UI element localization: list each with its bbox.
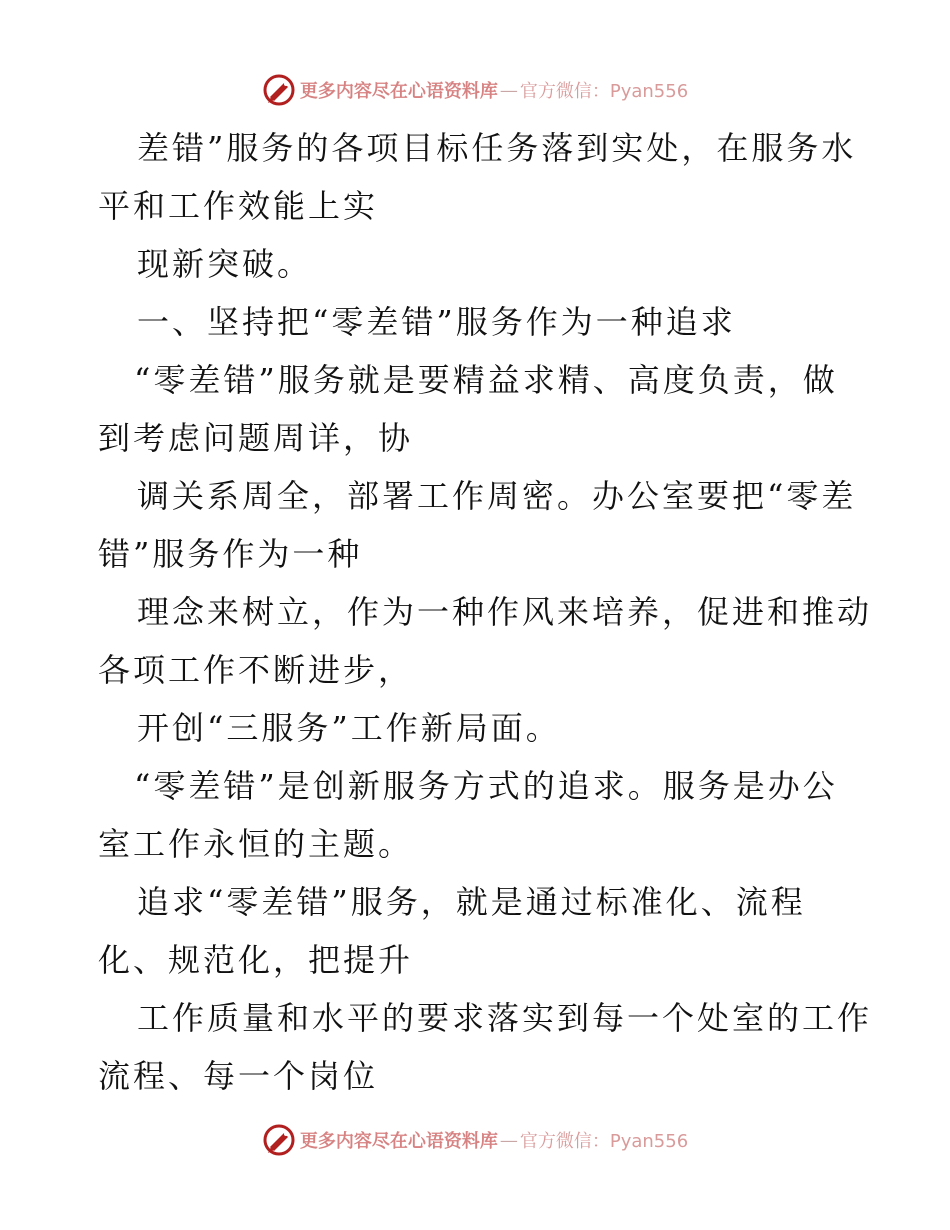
pen-logo-icon bbox=[262, 1123, 296, 1157]
body-line: 理念来树立，作为一种作风来培养，促进和推动 bbox=[137, 593, 873, 631]
body-line: 追求“零差错”服务，就是通过标准化、流程 bbox=[137, 883, 806, 921]
footer-separator: — bbox=[499, 1129, 518, 1151]
body-line: 平和工作效能上实 bbox=[98, 187, 379, 225]
body-line: 现新突破。 bbox=[137, 245, 313, 283]
body-line: 一、坚持把“零差错”服务作为一种追求 bbox=[137, 303, 736, 341]
header-separator: — bbox=[499, 79, 518, 101]
body-line: 流程、每一个岗位 bbox=[98, 1057, 379, 1095]
footer-wechat: 官方微信：Pyan556 bbox=[519, 1131, 689, 1152]
body-line: 差错”服务的各项目标任务落到实处，在服务水 bbox=[137, 129, 857, 167]
pen-logo-icon bbox=[262, 73, 296, 107]
body-line: 调关系周全，部署工作周密。办公室要把“零差 bbox=[137, 477, 857, 515]
body-line: “零差错”服务就是要精益求精、高度负责，做 bbox=[134, 361, 838, 399]
header-title: 更多内容尽在心语资料库 bbox=[299, 81, 498, 102]
body-line: 到考虑问题周详，协 bbox=[98, 419, 414, 457]
body-line: 错”服务作为一种 bbox=[98, 535, 363, 573]
body-line: 开创“三服务”工作新局面。 bbox=[137, 709, 561, 747]
body-line: 化、规范化，把提升 bbox=[98, 941, 414, 979]
footer-title: 更多内容尽在心语资料库 bbox=[299, 1131, 498, 1152]
body-line: 室工作永恒的主题。 bbox=[98, 825, 414, 863]
body-line: “零差错”是创新服务方式的追求。服务是办公 bbox=[134, 767, 838, 805]
body-line: 各项工作不断进步， bbox=[98, 651, 414, 689]
header-banner bbox=[0, 70, 950, 110]
footer-banner bbox=[0, 1120, 950, 1160]
header-wechat: 官方微信：Pyan556 bbox=[519, 81, 689, 102]
body-line: 工作质量和水平的要求落实到每一个处室的工作 bbox=[137, 999, 873, 1037]
